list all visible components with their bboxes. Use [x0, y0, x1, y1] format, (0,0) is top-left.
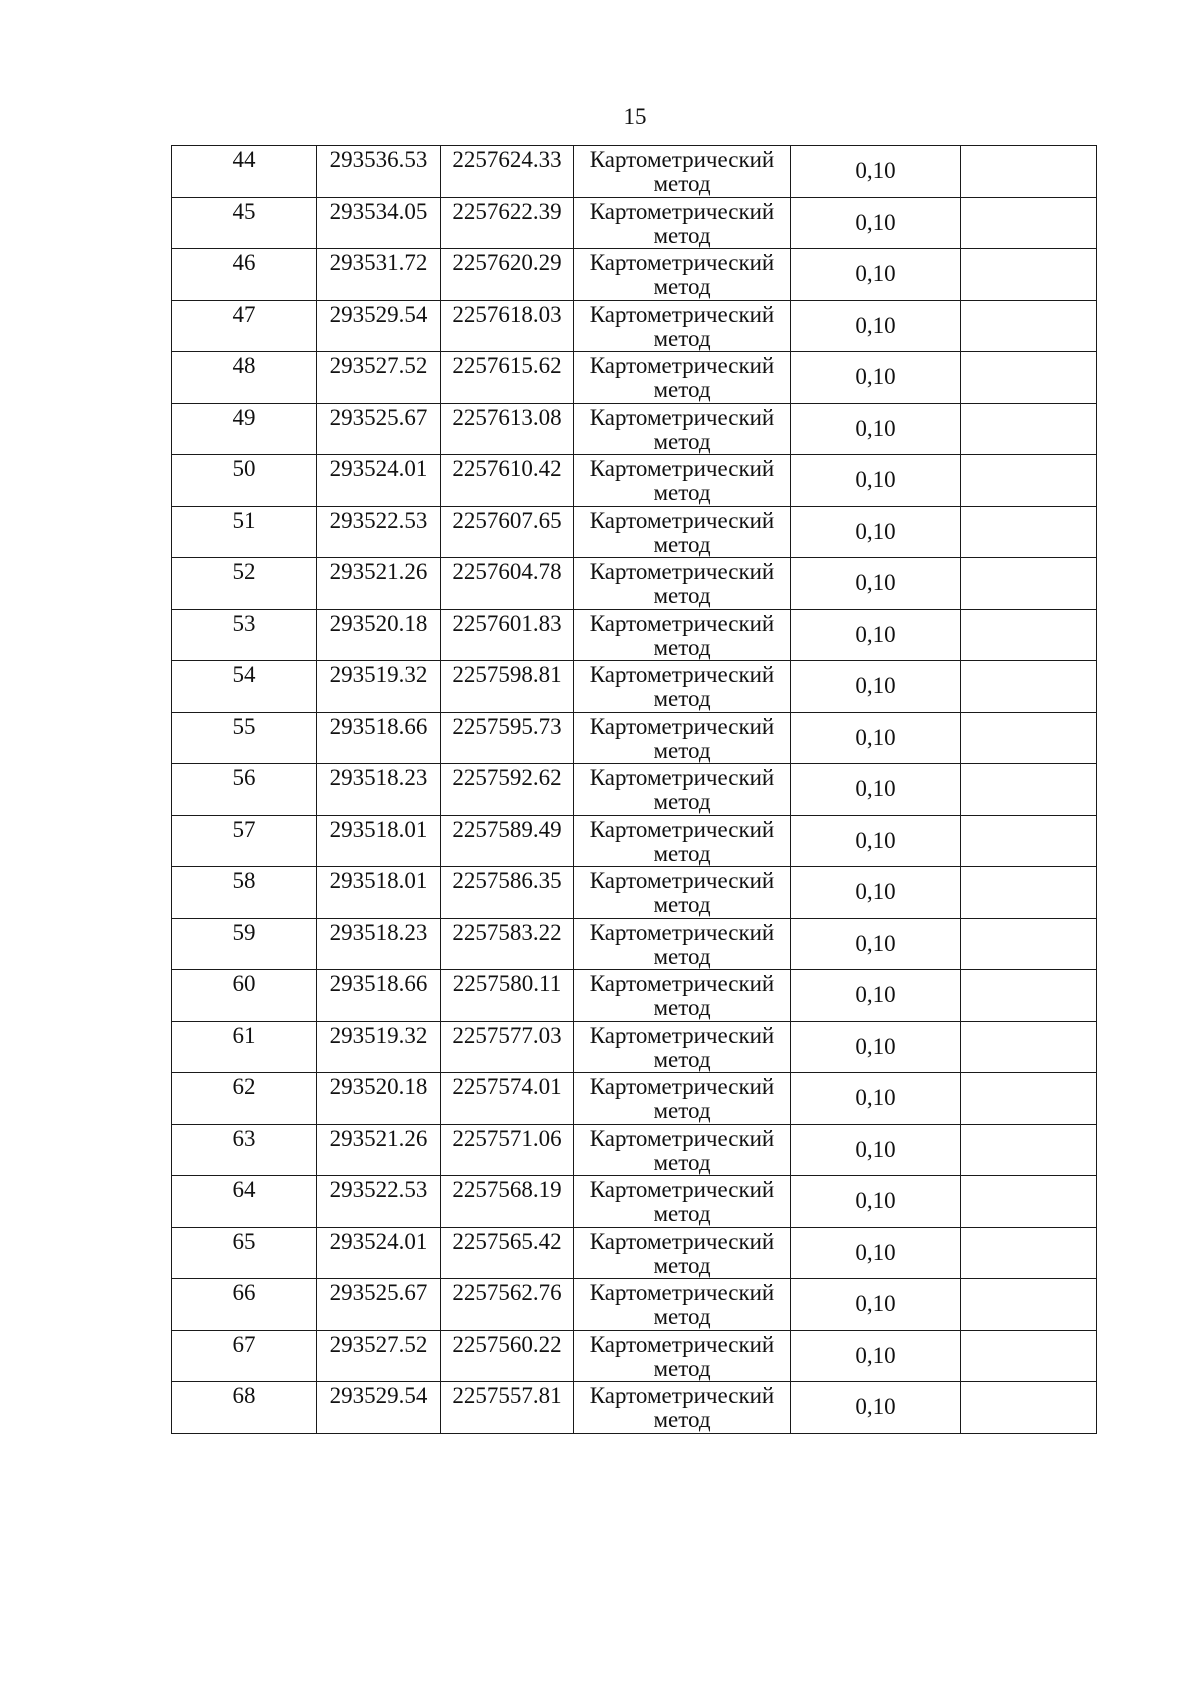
empty-cell: [961, 1124, 1097, 1176]
y-coordinate-cell: 2257574.01: [441, 1073, 574, 1125]
method-line-1: Картометрический: [589, 301, 775, 327]
method-line-2: метод: [653, 892, 711, 917]
method-cell: [574, 1227, 791, 1279]
y-coordinate-cell: 2257610.42: [441, 455, 574, 507]
point-number-cell: 54: [172, 661, 317, 713]
point-number-cell: 55: [172, 712, 317, 764]
point-number-cell: 45: [172, 197, 317, 249]
y-coordinate-cell: 2257598.81: [441, 661, 574, 713]
method-line-1: Картометрический: [589, 559, 775, 584]
x-coordinate-cell: 293521.26: [317, 1124, 441, 1176]
method-line-2: метод: [653, 995, 711, 1020]
method-line-1: Картометрический: [589, 250, 775, 275]
empty-cell: [961, 455, 1097, 507]
method-line-2: метод: [653, 1252, 711, 1278]
empty-cell: [961, 403, 1097, 455]
method-line-2: метод: [653, 737, 711, 763]
y-coordinate-cell: 2257586.35: [441, 867, 574, 919]
method-line-2: метод: [653, 840, 711, 866]
method-cell: [574, 352, 791, 404]
table-row: [172, 146, 1097, 198]
method-line-1: Картометрический: [589, 1177, 775, 1202]
accuracy-cell: 0,10: [791, 867, 961, 919]
point-number-cell: 57: [172, 815, 317, 867]
empty-cell: [961, 918, 1097, 970]
y-coordinate-cell: 2257571.06: [441, 1124, 574, 1176]
y-coordinate-cell: 2257589.49: [441, 815, 574, 867]
accuracy-cell: 0,10: [791, 712, 961, 764]
table-row: [172, 970, 1097, 1022]
method-cell: [574, 918, 791, 970]
method-line-1: Картометрический: [589, 1074, 775, 1099]
y-coordinate-cell: 2257604.78: [441, 558, 574, 610]
method-cell: [574, 1330, 791, 1382]
table-row: [172, 815, 1097, 867]
method-cell: [574, 970, 791, 1022]
y-coordinate-cell: 2257615.62: [441, 352, 574, 404]
method-line-1: Картометрический: [589, 198, 775, 224]
method-cell: [574, 249, 791, 301]
empty-cell: [961, 815, 1097, 867]
method-line-1: Картометрический: [589, 507, 775, 533]
y-coordinate-cell: 2257620.29: [441, 249, 574, 301]
accuracy-cell: 0,10: [791, 249, 961, 301]
method-line-2: метод: [653, 1407, 711, 1432]
x-coordinate-cell: 293518.01: [317, 815, 441, 867]
method-line-1: Картометрический: [589, 816, 775, 842]
point-number-cell: 44: [172, 146, 317, 198]
coordinates-table: [171, 145, 1097, 1434]
table-row: [172, 197, 1097, 249]
method-cell: [574, 867, 791, 919]
table-row: [172, 1330, 1097, 1382]
accuracy-cell: 0,10: [791, 1382, 961, 1434]
method-cell: [574, 712, 791, 764]
table-row: [172, 609, 1097, 661]
x-coordinate-cell: 293518.01: [317, 867, 441, 919]
x-coordinate-cell: 293529.54: [317, 1382, 441, 1434]
method-line-1: Картометрический: [589, 456, 775, 481]
point-number-cell: 49: [172, 403, 317, 455]
accuracy-cell: 0,10: [791, 1330, 961, 1382]
accuracy-cell: 0,10: [791, 506, 961, 558]
x-coordinate-cell: 293520.18: [317, 1073, 441, 1125]
method-cell: [574, 1382, 791, 1434]
point-number-cell: 47: [172, 300, 317, 352]
x-coordinate-cell: 293518.23: [317, 764, 441, 816]
method-cell: [574, 1021, 791, 1073]
method-line-1: Картометрический: [589, 610, 775, 636]
method-cell: [574, 506, 791, 558]
page-number: 15: [623, 104, 647, 129]
method-line-2: метод: [653, 274, 711, 299]
empty-cell: [961, 1227, 1097, 1279]
empty-cell: [961, 197, 1097, 249]
accuracy-cell: 0,10: [791, 815, 961, 867]
point-number-cell: 68: [172, 1382, 317, 1434]
point-number-cell: 46: [172, 249, 317, 301]
y-coordinate-cell: 2257562.76: [441, 1279, 574, 1331]
method-line-2: метод: [653, 222, 711, 248]
table-row: [172, 352, 1097, 404]
accuracy-cell: 0,10: [791, 1021, 961, 1073]
y-coordinate-cell: 2257560.22: [441, 1330, 574, 1382]
accuracy-cell: 0,10: [791, 1176, 961, 1228]
x-coordinate-cell: 293524.01: [317, 1227, 441, 1279]
x-coordinate-cell: 293536.53: [317, 146, 441, 198]
table-row: [172, 764, 1097, 816]
method-line-1: Картометрический: [589, 353, 775, 378]
method-line-2: метод: [653, 1098, 711, 1123]
point-number-cell: 66: [172, 1279, 317, 1331]
point-number-cell: 61: [172, 1021, 317, 1073]
accuracy-cell: 0,10: [791, 1227, 961, 1279]
accuracy-cell: 0,10: [791, 661, 961, 713]
empty-cell: [961, 146, 1097, 198]
method-line-2: метод: [653, 583, 711, 608]
method-line-2: метод: [653, 1355, 711, 1381]
y-coordinate-cell: 2257565.42: [441, 1227, 574, 1279]
y-coordinate-cell: 2257577.03: [441, 1021, 574, 1073]
accuracy-cell: 0,10: [791, 146, 961, 198]
y-coordinate-cell: 2257592.62: [441, 764, 574, 816]
empty-cell: [961, 1073, 1097, 1125]
method-cell: [574, 558, 791, 610]
empty-cell: [961, 558, 1097, 610]
table-row: [172, 918, 1097, 970]
accuracy-cell: 0,10: [791, 352, 961, 404]
method-cell: [574, 146, 791, 198]
point-number-cell: 53: [172, 609, 317, 661]
method-line-2: метод: [653, 1304, 711, 1329]
x-coordinate-cell: 293519.32: [317, 1021, 441, 1073]
method-line-2: метод: [653, 1149, 711, 1175]
table-row: [172, 1382, 1097, 1434]
table-row: [172, 1227, 1097, 1279]
x-coordinate-cell: 293519.32: [317, 661, 441, 713]
method-cell: [574, 764, 791, 816]
point-number-cell: 65: [172, 1227, 317, 1279]
accuracy-cell: 0,10: [791, 1073, 961, 1125]
x-coordinate-cell: 293525.67: [317, 1279, 441, 1331]
accuracy-cell: 0,10: [791, 197, 961, 249]
x-coordinate-cell: 293525.67: [317, 403, 441, 455]
method-line-1: Картометрический: [589, 971, 775, 996]
table-row: [172, 1021, 1097, 1073]
empty-cell: [961, 352, 1097, 404]
y-coordinate-cell: 2257580.11: [441, 970, 574, 1022]
method-cell: [574, 661, 791, 713]
method-line-1: Картометрический: [589, 919, 775, 945]
point-number-cell: 51: [172, 506, 317, 558]
accuracy-cell: 0,10: [791, 403, 961, 455]
accuracy-cell: 0,10: [791, 558, 961, 610]
method-line-2: метод: [653, 634, 711, 660]
y-coordinate-cell: 2257607.65: [441, 506, 574, 558]
empty-cell: [961, 1279, 1097, 1331]
x-coordinate-cell: 293534.05: [317, 197, 441, 249]
table-row: [172, 249, 1097, 301]
method-line-2: метод: [653, 1201, 711, 1226]
method-line-2: метод: [653, 789, 711, 814]
empty-cell: [961, 1382, 1097, 1434]
method-line-2: метод: [653, 377, 711, 402]
empty-cell: [961, 506, 1097, 558]
method-line-1: Картометрический: [589, 713, 775, 739]
method-cell: [574, 403, 791, 455]
method-line-2: метод: [653, 171, 711, 196]
x-coordinate-cell: 293529.54: [317, 300, 441, 352]
point-number-cell: 56: [172, 764, 317, 816]
method-line-2: метод: [653, 428, 711, 454]
x-coordinate-cell: 293518.66: [317, 970, 441, 1022]
y-coordinate-cell: 2257624.33: [441, 146, 574, 198]
method-line-2: метод: [653, 325, 711, 351]
point-number-cell: 50: [172, 455, 317, 507]
y-coordinate-cell: 2257595.73: [441, 712, 574, 764]
x-coordinate-cell: 293521.26: [317, 558, 441, 610]
y-coordinate-cell: 2257601.83: [441, 609, 574, 661]
point-number-cell: 59: [172, 918, 317, 970]
table-row: [172, 558, 1097, 610]
table-row: [172, 661, 1097, 713]
accuracy-cell: 0,10: [791, 918, 961, 970]
table-row: [172, 1279, 1097, 1331]
table-row: [172, 867, 1097, 919]
method-line-2: метод: [653, 943, 711, 969]
point-number-cell: 52: [172, 558, 317, 610]
method-line-1: Картометрический: [589, 868, 775, 893]
x-coordinate-cell: 293522.53: [317, 1176, 441, 1228]
accuracy-cell: 0,10: [791, 764, 961, 816]
method-line-1: Картометрический: [589, 1383, 775, 1408]
table-row: [172, 1176, 1097, 1228]
accuracy-cell: 0,10: [791, 970, 961, 1022]
x-coordinate-cell: 293524.01: [317, 455, 441, 507]
method-cell: [574, 455, 791, 507]
x-coordinate-cell: 293531.72: [317, 249, 441, 301]
empty-cell: [961, 1176, 1097, 1228]
point-number-cell: 60: [172, 970, 317, 1022]
empty-cell: [961, 249, 1097, 301]
accuracy-cell: 0,10: [791, 300, 961, 352]
x-coordinate-cell: 293527.52: [317, 1330, 441, 1382]
point-number-cell: 48: [172, 352, 317, 404]
table-row: [172, 403, 1097, 455]
accuracy-cell: 0,10: [791, 1279, 961, 1331]
table-row: [172, 300, 1097, 352]
method-cell: [574, 815, 791, 867]
y-coordinate-cell: 2257557.81: [441, 1382, 574, 1434]
point-number-cell: 62: [172, 1073, 317, 1125]
method-line-1: Картометрический: [589, 765, 775, 790]
point-number-cell: 64: [172, 1176, 317, 1228]
empty-cell: [961, 867, 1097, 919]
empty-cell: [961, 1021, 1097, 1073]
y-coordinate-cell: 2257622.39: [441, 197, 574, 249]
x-coordinate-cell: 293518.23: [317, 918, 441, 970]
empty-cell: [961, 764, 1097, 816]
method-line-1: Картометрический: [589, 1280, 775, 1305]
method-cell: [574, 1279, 791, 1331]
point-number-cell: 67: [172, 1330, 317, 1382]
table-row: [172, 455, 1097, 507]
method-line-1: Картометрический: [589, 1125, 775, 1151]
method-cell: [574, 197, 791, 249]
method-line-1: Картометрический: [589, 147, 775, 172]
method-line-2: метод: [653, 531, 711, 557]
accuracy-cell: 0,10: [791, 609, 961, 661]
method-line-2: метод: [653, 686, 711, 711]
point-number-cell: 58: [172, 867, 317, 919]
point-number-cell: 63: [172, 1124, 317, 1176]
method-line-1: Картометрический: [589, 404, 775, 430]
method-line-2: метод: [653, 480, 711, 505]
empty-cell: [961, 300, 1097, 352]
y-coordinate-cell: 2257613.08: [441, 403, 574, 455]
method-cell: [574, 300, 791, 352]
method-line-1: Картометрический: [589, 1228, 775, 1254]
method-cell: [574, 1124, 791, 1176]
method-cell: [574, 609, 791, 661]
accuracy-cell: 0,10: [791, 1124, 961, 1176]
method-cell: [574, 1176, 791, 1228]
x-coordinate-cell: 293520.18: [317, 609, 441, 661]
x-coordinate-cell: 293518.66: [317, 712, 441, 764]
table-row: [172, 1073, 1097, 1125]
table-row: [172, 506, 1097, 558]
table-row: [172, 1124, 1097, 1176]
empty-cell: [961, 661, 1097, 713]
y-coordinate-cell: 2257618.03: [441, 300, 574, 352]
method-line-1: Картометрический: [589, 1022, 775, 1048]
empty-cell: [961, 609, 1097, 661]
method-line-2: метод: [653, 1046, 711, 1072]
y-coordinate-cell: 2257568.19: [441, 1176, 574, 1228]
method-line-1: Картометрический: [589, 1331, 775, 1357]
empty-cell: [961, 712, 1097, 764]
table-body: [172, 146, 1097, 1434]
x-coordinate-cell: 293527.52: [317, 352, 441, 404]
x-coordinate-cell: 293522.53: [317, 506, 441, 558]
method-cell: [574, 1073, 791, 1125]
method-line-1: Картометрический: [589, 662, 775, 687]
empty-cell: [961, 970, 1097, 1022]
table-row: [172, 712, 1097, 764]
empty-cell: [961, 1330, 1097, 1382]
accuracy-cell: 0,10: [791, 455, 961, 507]
y-coordinate-cell: 2257583.22: [441, 918, 574, 970]
